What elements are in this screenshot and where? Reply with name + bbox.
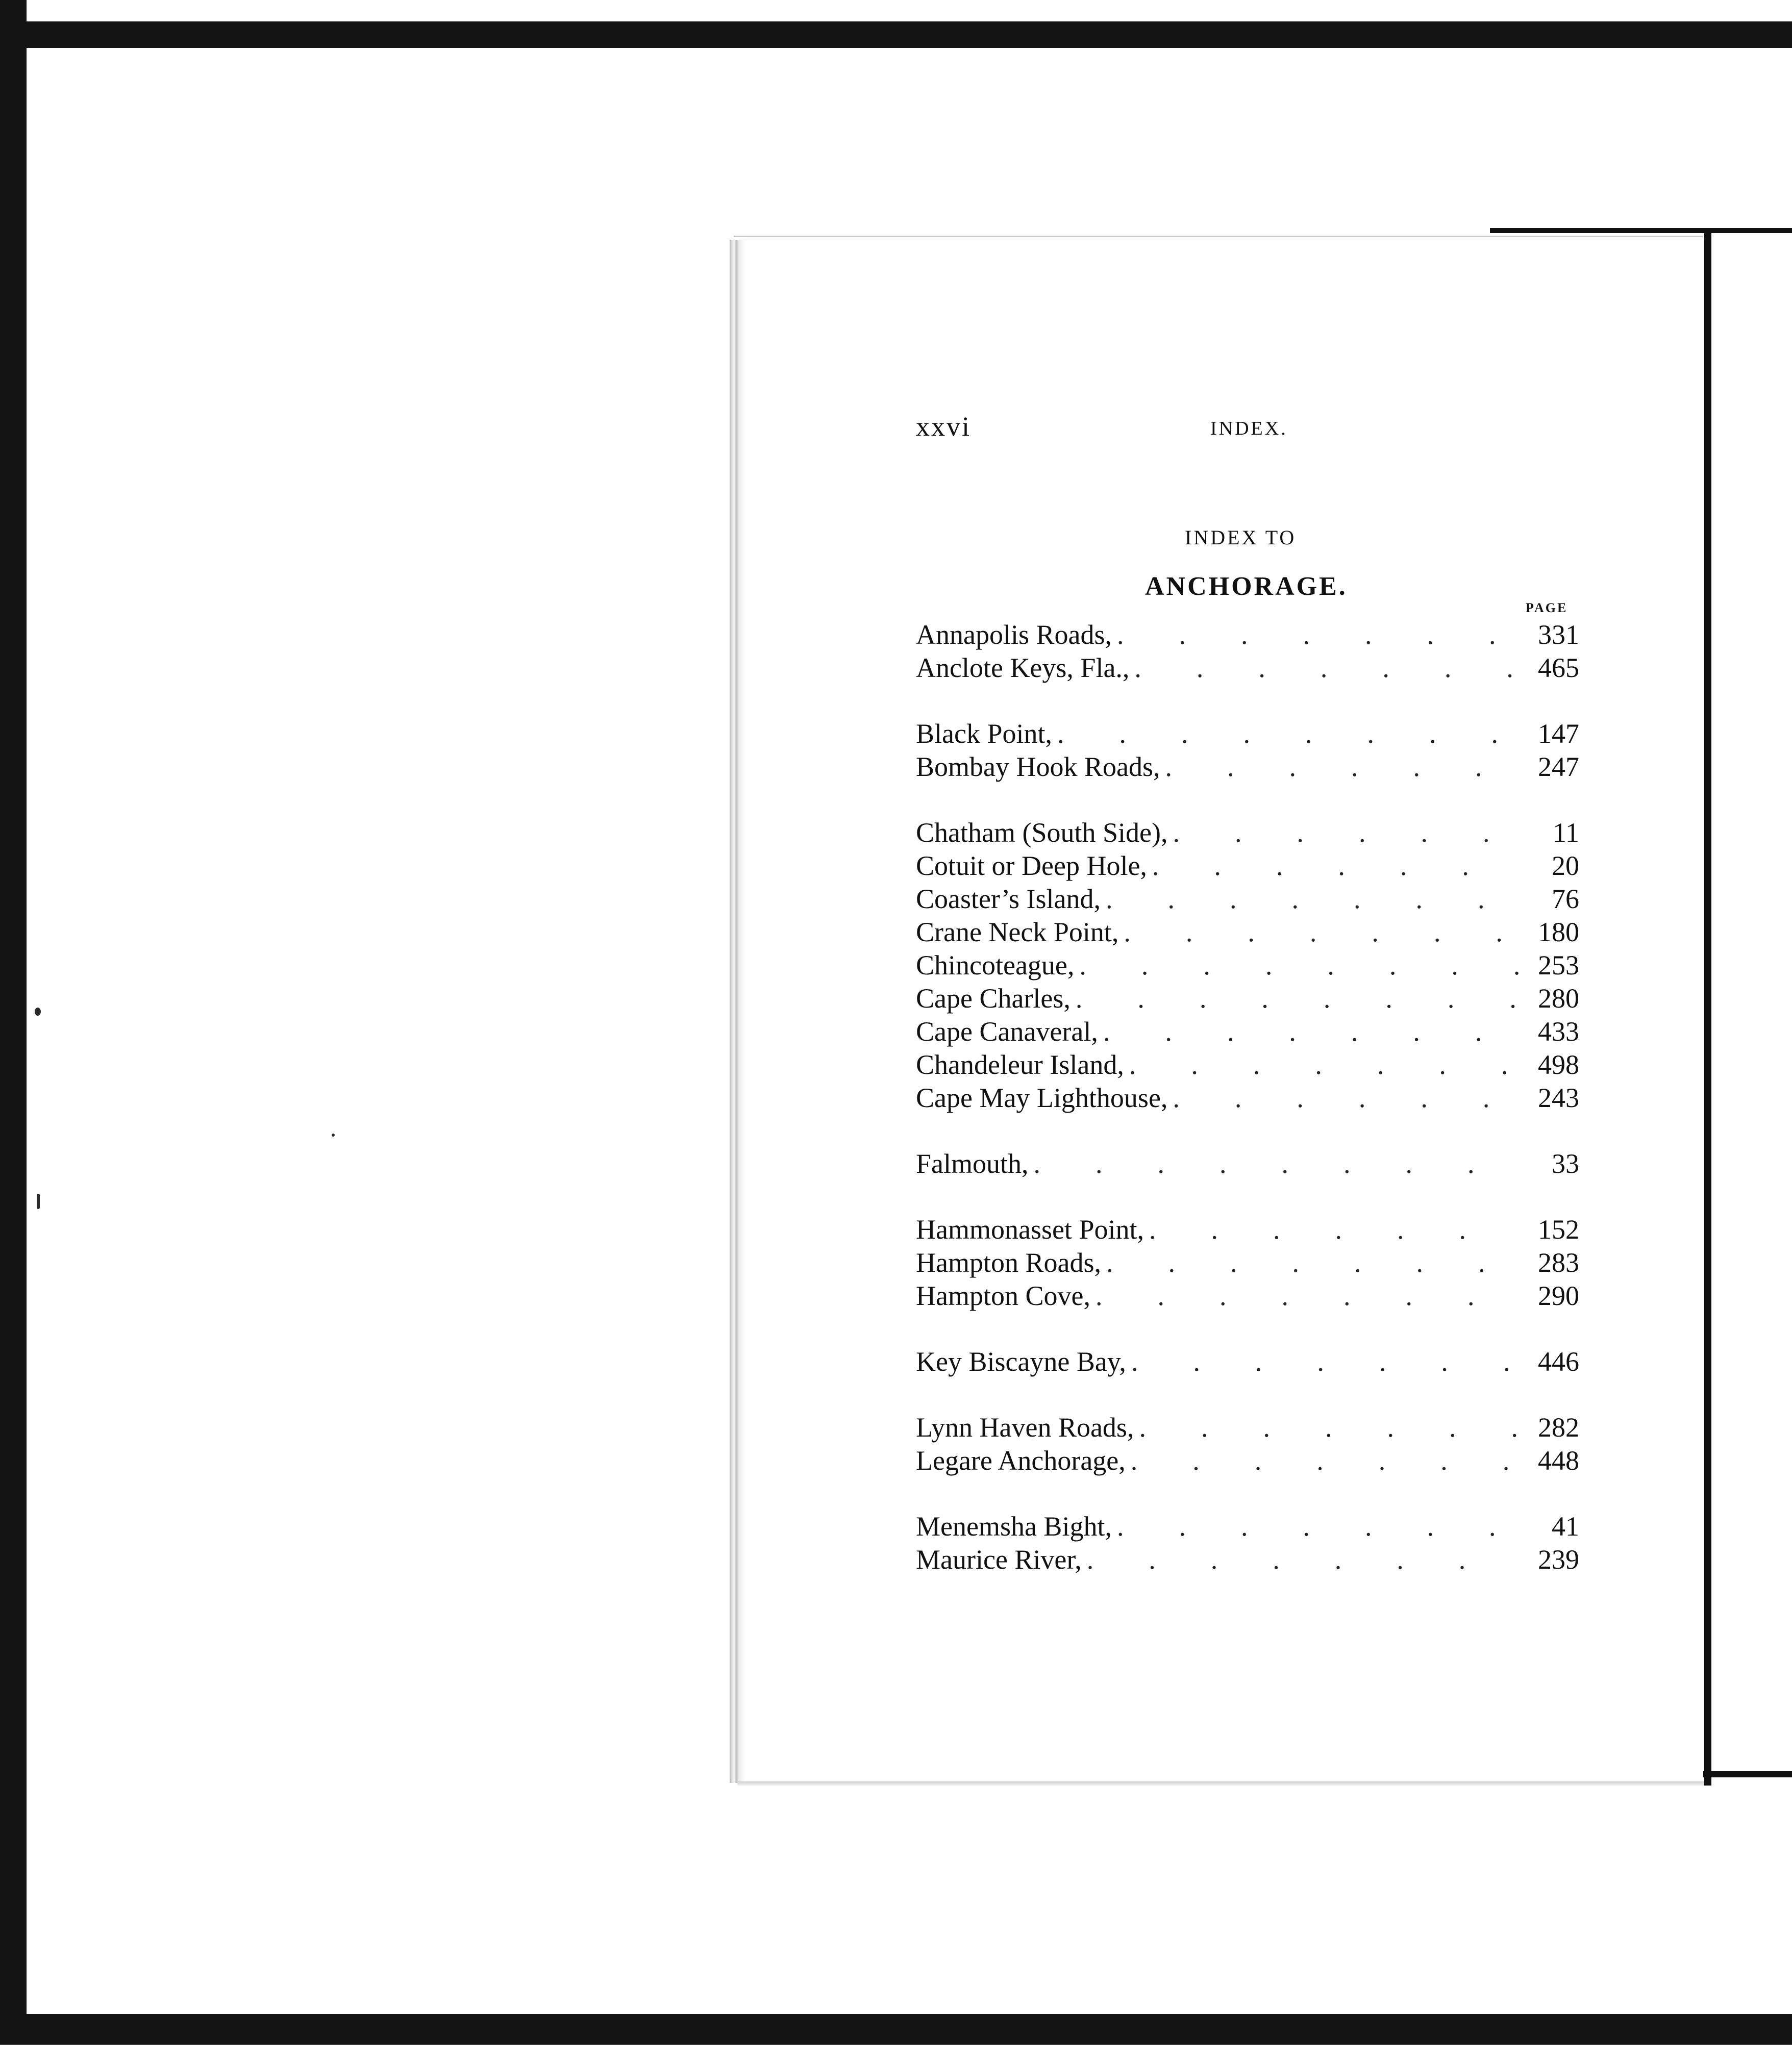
index-entry [916, 1048, 1579, 1082]
entry-name: Annapolis Roads, [916, 619, 1112, 650]
entry-name: Hampton Cove, [916, 1280, 1090, 1311]
entry-name: Key Biscayne Bay, [916, 1346, 1126, 1377]
entry-page: 448 [1538, 1445, 1579, 1476]
scan-speck [332, 1134, 335, 1137]
entry-page: 20 [1552, 850, 1579, 881]
index-entry [916, 1015, 1579, 1048]
running-header-title: INDEX. [1210, 418, 1288, 439]
dot-leader [1124, 916, 1519, 949]
entry-page: 41 [1552, 1511, 1579, 1542]
scan-speck [37, 1194, 40, 1209]
entry-name: Cape Canaveral, [916, 1016, 1098, 1047]
entry-page: 282 [1538, 1412, 1579, 1443]
entry-name: Lynn Haven Roads, [916, 1412, 1134, 1443]
index-entry [916, 816, 1579, 849]
index-entry [916, 949, 1579, 982]
dot-leader [1129, 1048, 1519, 1082]
entry-page: 465 [1538, 652, 1579, 683]
entry-name: Menemsha Bight, [916, 1511, 1112, 1542]
index-entry [916, 651, 1579, 685]
entry-page: 76 [1552, 884, 1579, 914]
index-entry [916, 1444, 1579, 1477]
entry-page: 243 [1538, 1083, 1579, 1113]
book-board-edge [1704, 230, 1711, 1786]
book-board-top-edge [1490, 228, 1792, 233]
index-entry [916, 1510, 1579, 1543]
index-entry [916, 1246, 1579, 1279]
index-entry [916, 750, 1579, 784]
entry-name: Crane Neck Point, [916, 917, 1119, 947]
entry-page: 446 [1538, 1346, 1579, 1377]
dot-leader [1131, 1345, 1519, 1378]
index-entry [916, 982, 1579, 1015]
dot-leader [1165, 750, 1520, 784]
index-entry [916, 1543, 1579, 1576]
index-group-c [916, 816, 1579, 1115]
scan-border-bottom [0, 2014, 1792, 2045]
dot-leader [1096, 1279, 1519, 1313]
entry-name: Legare Anchorage, [916, 1445, 1126, 1476]
dot-leader [1131, 1444, 1519, 1477]
entry-page: 498 [1538, 1049, 1579, 1080]
entry-name: Hampton Roads, [916, 1247, 1101, 1278]
scan-margin-bottom [0, 2045, 1792, 2061]
dot-leader [1152, 849, 1519, 883]
entry-page: 239 [1538, 1544, 1579, 1575]
index-entry [916, 883, 1579, 916]
index-entry [916, 1082, 1579, 1115]
entry-page: 280 [1538, 983, 1579, 1014]
entry-page: 331 [1538, 619, 1579, 650]
index-group-m [916, 1510, 1579, 1576]
index-group-k [916, 1345, 1579, 1378]
index-group-h [916, 1213, 1579, 1313]
dot-leader [1103, 1015, 1519, 1048]
entry-page: 33 [1552, 1148, 1579, 1179]
index-subtitle: INDEX TO [1185, 526, 1297, 549]
dot-leader [1149, 1213, 1519, 1246]
page-column-label: PAGE [1526, 600, 1568, 615]
index-group-a [916, 618, 1579, 685]
dot-leader [1076, 982, 1519, 1015]
dot-leader [1139, 1411, 1519, 1444]
dot-leader [1079, 949, 1519, 982]
scan-border-top [0, 21, 1792, 48]
index-title: ANCHORAGE. [1145, 572, 1348, 601]
index-group-l [916, 1411, 1579, 1477]
index-group-f [916, 1147, 1579, 1180]
entry-name: Falmouth, [916, 1148, 1029, 1179]
entry-name: Black Point, [916, 718, 1052, 749]
entry-page: 433 [1538, 1016, 1579, 1047]
index-entry [916, 1147, 1579, 1180]
dot-leader [1173, 1082, 1519, 1115]
entry-page: 152 [1538, 1214, 1579, 1245]
entry-page: 283 [1538, 1247, 1579, 1278]
entry-name: Chandeleur Island, [916, 1049, 1124, 1080]
page-number: xxvi [916, 411, 972, 442]
entry-name: Anclote Keys, Fla., [916, 652, 1130, 683]
entry-name: Cotuit or Deep Hole, [916, 850, 1147, 881]
index-entry [916, 849, 1579, 883]
scan-speck [35, 1008, 41, 1016]
entry-name: Maurice River, [916, 1544, 1082, 1575]
entry-name: Cape May Lighthouse, [916, 1083, 1168, 1113]
entry-page: 180 [1538, 917, 1579, 947]
dot-leader [1057, 717, 1519, 750]
scan-margin-left [27, 48, 57, 2018]
entry-name: Hammonasset Point, [916, 1214, 1144, 1245]
entry-name: Bombay Hook Roads, [916, 751, 1160, 782]
scan-border-left [0, 0, 27, 2061]
index-entry [916, 1345, 1579, 1378]
dot-leader [1117, 618, 1519, 651]
page-bottom-edge [737, 1781, 1704, 1786]
dot-leader [1134, 651, 1519, 685]
entry-page: 290 [1538, 1280, 1579, 1311]
index-entry [916, 618, 1579, 651]
dot-leader [1087, 1543, 1519, 1576]
dot-leader [1117, 1510, 1519, 1543]
index-entry-list [916, 618, 1579, 1609]
index-entry [916, 916, 1579, 949]
entry-name: Chatham (South Side), [916, 817, 1168, 848]
index-entry [916, 717, 1579, 750]
entry-name: Cape Charles, [916, 983, 1071, 1014]
entry-page: 147 [1538, 718, 1579, 749]
dot-leader [1034, 1147, 1519, 1180]
entry-name: Coaster’s Island, [916, 884, 1101, 914]
dot-leader [1106, 883, 1519, 916]
index-entry [916, 1411, 1579, 1444]
index-group-b [916, 717, 1579, 784]
entry-page: 247 [1538, 751, 1579, 782]
dot-leader [1173, 816, 1519, 849]
index-entry [916, 1279, 1579, 1313]
dot-leader [1106, 1246, 1519, 1279]
page-gutter-shadow [730, 240, 745, 1783]
entry-page: 253 [1538, 950, 1579, 981]
entry-page: 11 [1553, 817, 1579, 848]
entry-name: Chincoteague, [916, 950, 1075, 981]
index-entry [916, 1213, 1579, 1246]
